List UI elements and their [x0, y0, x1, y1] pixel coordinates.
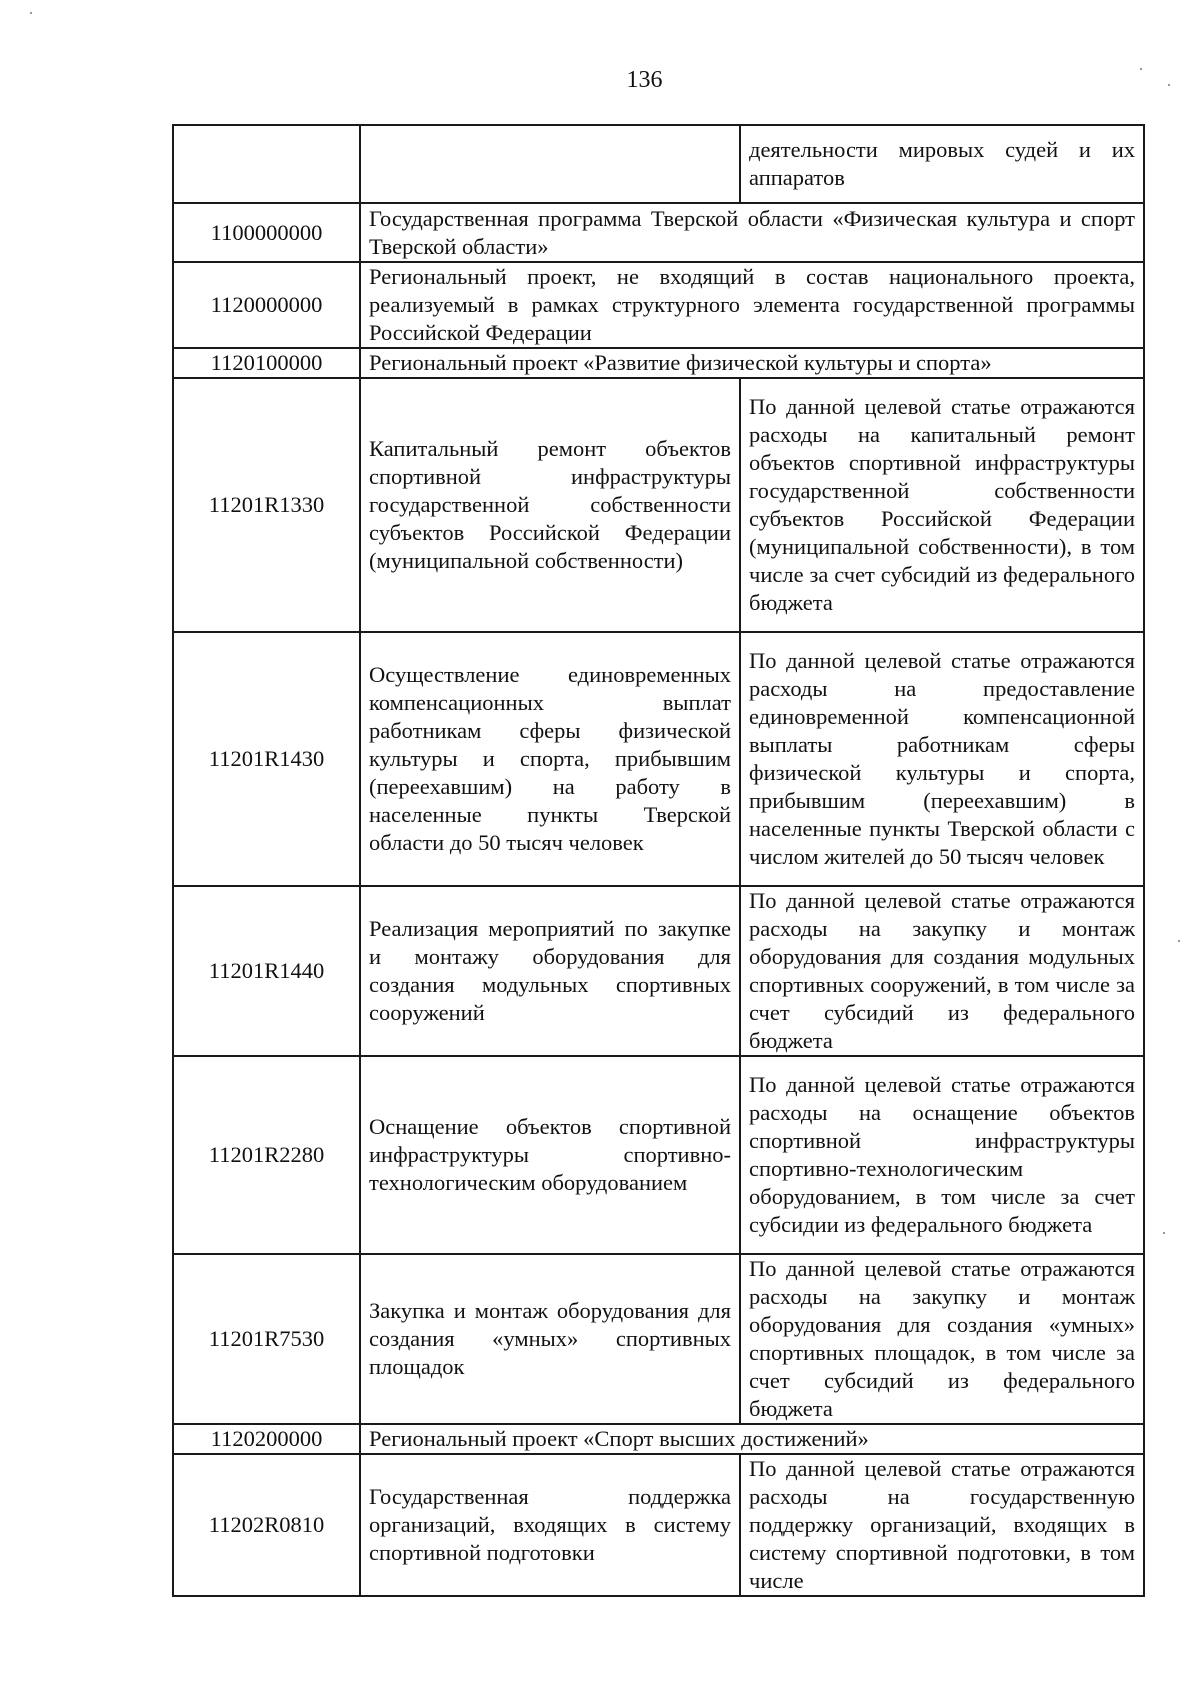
name-cell: Осуществление единовременных компенсационных выплат работникам сферы физической культуры и спорта, прибывшим (переехавшим) на работу в населенные пункты Тверской области до 50 тысяч человек [360, 632, 740, 886]
code-cell: 1100000000 [173, 203, 360, 262]
name-cell: Реализация мероприятий по закупке и монтажу оборудования для создания модульных спортивных сооружений [360, 886, 740, 1056]
scan-speck [1163, 1232, 1165, 1234]
name-cell: Региональный проект «Спорт высших достижений» [360, 1424, 1144, 1454]
table-row [173, 125, 1144, 203]
scan-speck [1178, 940, 1180, 942]
code-cell: 11201R2280 [173, 1056, 360, 1254]
name-cell: Региональный проект, не входящий в состав национального проекта, реализуемый в рамках структурного элемента государственной программы Российской Федерации [360, 262, 1144, 348]
name-cell: Государственная поддержка организаций, входящих в систему спортивной подготовки [360, 1454, 740, 1596]
table-row [173, 262, 1144, 348]
table-row [173, 378, 1144, 632]
code-cell: 11201R1430 [173, 632, 360, 886]
table-row [173, 886, 1144, 1056]
name-cell: Закупка и монтаж оборудования для создания «умных» спортивных площадок [360, 1254, 740, 1424]
table-row [173, 1254, 1144, 1424]
table-row [173, 1424, 1144, 1454]
name-cell: Оснащение объектов спортивной инфраструктуры спортивно-технологическим оборудованием [360, 1056, 740, 1254]
table-row [173, 1056, 1144, 1254]
code-cell: 1120100000 [173, 348, 360, 378]
table-row [173, 632, 1144, 886]
scan-speck [1140, 68, 1142, 70]
code-cell: 1120000000 [173, 262, 360, 348]
description-cell: По данной целевой статье отражаются расходы на предоставление единовременной компенсационной выплаты работникам сферы физической культуры и спорта, прибывшим (переехавшим) в населенные пункты Тверской области с числом жителей до 50 тысяч человек [740, 632, 1144, 886]
description-cell: По данной целевой статье отражаются расходы на оснащение объектов спортивной инфраструктуры спортивно-технологическим оборудованием, в том числе за счет субсидии из федерального бюджета [740, 1056, 1144, 1254]
description-cell: По данной целевой статье отражаются расходы на закупку и монтаж оборудования для создания модульных спортивных сооружений, в том числе за счет субсидий из федерального бюджета [740, 886, 1144, 1056]
description-cell [740, 125, 1144, 203]
description-cell: По данной целевой статье отражаются расходы на государственную поддержку организаций, входящих в систему спортивной подготовки, в том числе [740, 1454, 1144, 1596]
table-row [173, 203, 1144, 262]
table-row [173, 348, 1144, 378]
code-cell [173, 125, 360, 203]
scan-speck [30, 12, 32, 14]
target-articles-table [172, 124, 1145, 1597]
description-cell: По данной целевой статье отражаются расходы на капитальный ремонт объектов спортивной инфраструктуры государственной собственности субъектов Российской Федерации (муниципальной собственности), в том числе за счет субсидий из федерального бюджета [740, 378, 1144, 632]
name-cell [360, 125, 740, 203]
code-cell: 11201R7530 [173, 1254, 360, 1424]
page-number: 136 [626, 67, 663, 93]
code-cell: 1120200000 [173, 1424, 360, 1454]
name-cell: Капитальный ремонт объектов спортивной инфраструктуры государственной собственности субъектов Российской Федерации (муниципальной собственности) [360, 378, 740, 632]
description-text: деятельности мировых судей и их аппаратов [749, 137, 1135, 190]
scan-speck [1168, 84, 1170, 86]
name-cell: Региональный проект «Развитие физической культуры и спорта» [360, 348, 1144, 378]
code-cell: 11201R1440 [173, 886, 360, 1056]
code-cell: 11202R0810 [173, 1454, 360, 1596]
description-cell: По данной целевой статье отражаются расходы на закупку и монтаж оборудования для создания «умных» спортивных площадок, в том числе за счет субсидий из федерального бюджета [740, 1254, 1144, 1424]
table-row [173, 1454, 1144, 1596]
name-cell: Государственная программа Тверской области «Физическая культура и спорт Тверской области» [360, 203, 1144, 262]
code-cell: 11201R1330 [173, 378, 360, 632]
